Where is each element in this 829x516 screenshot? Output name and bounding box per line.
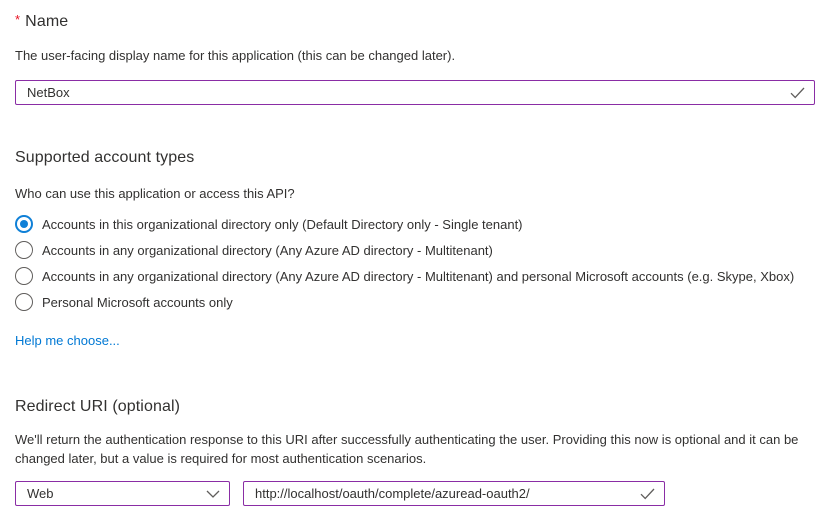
radio-option-label: Accounts in any organizational directory (Any Azure AD directory - Multitenant) (42, 242, 493, 258)
radio-option-label: Accounts in this organizational directory only (Default Directory only - Single tenant) (42, 216, 523, 232)
account-types-radio-group (15, 211, 815, 315)
name-description: The user-facing display name for this application (this can be changed later). (15, 48, 456, 63)
name-input-box (15, 80, 815, 105)
required-asterisk: * (15, 12, 21, 27)
chevron-down-icon (206, 490, 220, 498)
name-input[interactable] (27, 85, 790, 100)
redirect-uri-controls (15, 481, 815, 506)
account-type-option[interactable] (15, 211, 815, 237)
redirect-uri-title: Redirect URI (optional) (15, 398, 181, 415)
help-me-choose-link[interactable]: Help me choose... (15, 333, 120, 348)
radio-button-icon[interactable] (15, 293, 33, 311)
radio-option-label: Personal Microsoft accounts only (42, 294, 233, 310)
account-types-question: Who can use this application or access this API? (15, 186, 295, 201)
validation-check-icon (640, 488, 655, 500)
redirect-uri-input-box (243, 481, 665, 506)
account-types-section (15, 148, 815, 350)
redirect-uri-description: We'll return the authentication response to this URI after successfully authenticating the user. Providing this now is optional and it can be changed later, but a value is required for most authentication scenarios. (15, 432, 799, 466)
account-type-option[interactable] (15, 237, 815, 263)
name-title-text: Name (25, 13, 69, 30)
validation-check-icon (790, 87, 805, 99)
radio-button-icon[interactable] (15, 215, 33, 233)
redirect-uri-section (15, 397, 815, 506)
account-type-option[interactable] (15, 263, 815, 289)
redirect-uri-input[interactable] (255, 486, 640, 501)
radio-button-icon[interactable] (15, 267, 33, 285)
platform-select-value: Web (27, 486, 54, 501)
account-types-title: Supported account types (15, 149, 195, 166)
radio-option-label: Accounts in any organizational directory (Any Azure AD directory - Multitenant) and personal Microsoft accounts (e.g. Skype, Xbox) (42, 268, 795, 284)
name-section-title (15, 10, 815, 31)
platform-select[interactable] (15, 481, 230, 506)
radio-button-icon[interactable] (15, 241, 33, 259)
account-type-option[interactable] (15, 289, 815, 315)
